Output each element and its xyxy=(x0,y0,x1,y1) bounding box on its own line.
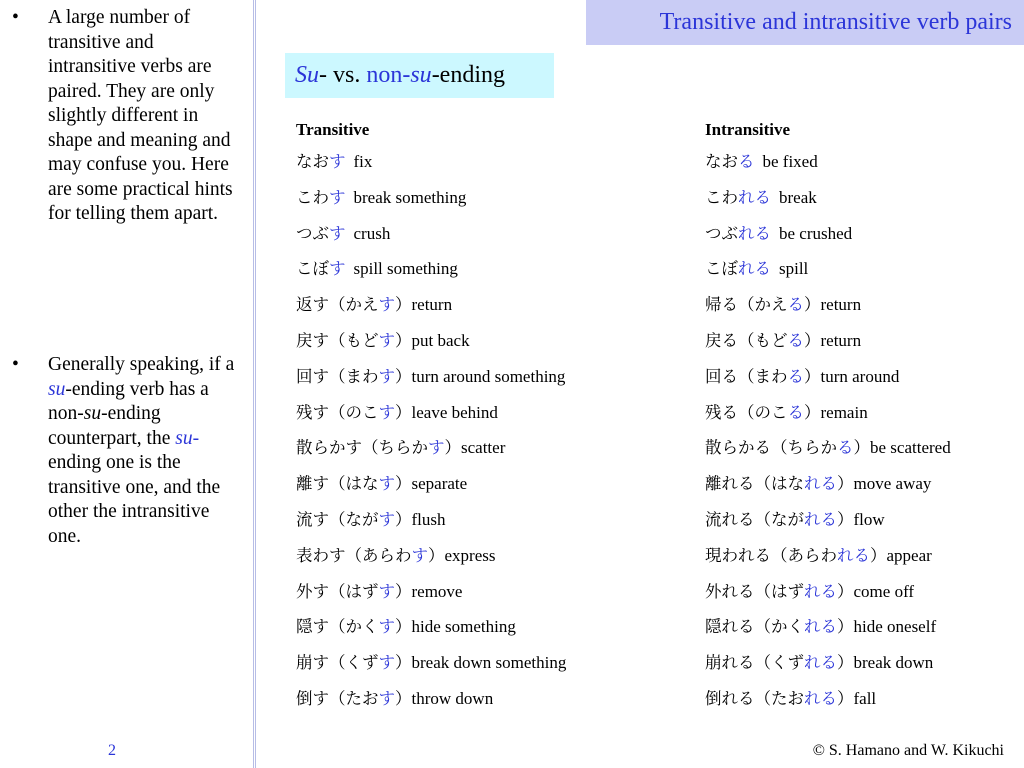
transitive-verb-row xyxy=(296,574,566,610)
note-text-segment: Generally speaking, if a xyxy=(48,354,235,375)
intransitive-verb-meaning: be fixed xyxy=(762,152,818,171)
transitive-verb-meaning: put back xyxy=(411,330,470,350)
transitive-verb-row xyxy=(296,144,566,180)
transitive-verb-meaning: fix xyxy=(353,152,373,171)
transitive-verb-ending: す xyxy=(378,509,395,529)
intransitive-verb-kana: 流れる（なが xyxy=(705,509,804,529)
intransitive-list xyxy=(705,144,951,717)
transitive-verb-kana: なお xyxy=(296,152,329,171)
transitive-verb-row xyxy=(296,216,566,252)
transitive-verb-ending: す xyxy=(378,295,395,315)
intransitive-verb-row xyxy=(705,466,951,502)
intransitive-verb-kana: つぶ xyxy=(705,223,738,243)
intransitive-verb-row xyxy=(705,645,951,681)
intransitive-verb-ending: れる xyxy=(837,545,870,565)
transitive-column xyxy=(296,116,566,717)
intransitive-verb-bracket: ） xyxy=(804,366,821,386)
transitive-verb-ending: す xyxy=(378,581,395,601)
intransitive-verb-meaning: appear xyxy=(886,545,932,565)
intransitive-verb-ending: る xyxy=(787,295,804,315)
transitive-verb-kana: 隠す（かく xyxy=(296,617,379,637)
transitive-verb-meaning: express xyxy=(444,545,496,565)
copyright-notice: © S. Hamano and W. Kikuchi xyxy=(812,742,1004,759)
transitive-verb-bracket: ） xyxy=(444,438,461,458)
bullet-marker: • xyxy=(12,354,19,375)
intransitive-verb-kana: こぼ xyxy=(705,259,738,279)
transitive-verb-kana: 表わす（あらわ xyxy=(296,545,412,565)
intransitive-verb-meaning: remain xyxy=(820,402,868,422)
transitive-verb-row xyxy=(296,395,566,431)
intransitive-verb-kana: 散らかる（ちらか xyxy=(705,438,837,458)
transitive-verb-meaning: break something xyxy=(353,187,467,207)
transitive-verb-kana: 流す（なが xyxy=(296,509,379,529)
intransitive-verb-ending: る xyxy=(738,152,755,171)
intransitive-verb-row xyxy=(705,359,951,395)
intransitive-header: Intransitive xyxy=(705,120,790,139)
note-text-segment: ending one is the transitive one, and the other the intransitive one. xyxy=(48,452,221,547)
intransitive-verb-row xyxy=(705,502,951,538)
intransitive-verb-bracket: ） xyxy=(837,617,854,637)
intransitive-verb-bracket: ） xyxy=(837,653,854,673)
intransitive-verb-kana: こわ xyxy=(705,187,738,207)
transitive-verb-meaning: return xyxy=(411,295,453,315)
transitive-header: Transitive xyxy=(296,120,370,139)
intransitive-verb-row xyxy=(705,430,951,466)
intransitive-verb-kana: 離れる（はな xyxy=(705,474,804,494)
transitive-verb-meaning: break down something xyxy=(411,653,567,673)
notes-sidebar xyxy=(0,0,252,768)
transitive-verb-kana: 倒す（たお xyxy=(296,688,379,708)
subtitle-su-2: su xyxy=(410,62,432,88)
transitive-verb-bracket: ） xyxy=(395,474,412,494)
transitive-verb-meaning: scatter xyxy=(461,438,506,458)
intransitive-verb-kana: 外れる（はず xyxy=(705,581,804,601)
transitive-verb-kana: 返す（かえ xyxy=(296,295,379,315)
intransitive-verb-kana: 帰る（かえ xyxy=(705,295,788,315)
intransitive-verb-bracket: ） xyxy=(870,545,887,565)
intransitive-verb-bracket: ） xyxy=(804,330,821,350)
transitive-verb-row xyxy=(296,466,566,502)
intransitive-verb-row xyxy=(705,180,951,216)
intransitive-verb-kana: 隠れる（かく xyxy=(705,617,804,637)
transitive-verb-ending: す xyxy=(329,152,346,171)
intransitive-verb-ending: る xyxy=(787,366,804,386)
intransitive-verb-kana: 崩れる（くず xyxy=(705,653,804,673)
intransitive-verb-bracket: ） xyxy=(837,581,854,601)
transitive-verb-row xyxy=(296,609,566,645)
su-term: su xyxy=(83,403,102,424)
transitive-verb-bracket: ） xyxy=(395,688,412,708)
intransitive-verb-ending: れる xyxy=(738,223,771,243)
bullet-marker: • xyxy=(12,7,19,28)
subtitle-ending: -ending xyxy=(431,62,505,88)
transitive-verb-kana: 離す（はな xyxy=(296,474,379,494)
slide-title: Transitive and intransitive verb pairs xyxy=(586,0,1024,45)
transitive-verb-bracket: ） xyxy=(395,402,412,422)
transitive-verb-meaning: crush xyxy=(353,223,391,243)
intransitive-verb-ending: れる xyxy=(804,688,837,708)
transitive-verb-ending: す xyxy=(378,366,395,386)
intransitive-verb-ending: れる xyxy=(804,617,837,637)
transitive-verb-kana: こぼ xyxy=(296,259,329,279)
transitive-verb-ending: す xyxy=(378,402,395,422)
transitive-verb-kana: 崩す（くず xyxy=(296,653,379,673)
transitive-list xyxy=(296,144,566,717)
transitive-verb-row xyxy=(296,359,566,395)
intransitive-verb-ending: る xyxy=(837,438,854,458)
intransitive-verb-meaning: turn around xyxy=(820,366,900,386)
transitive-verb-ending: す xyxy=(329,187,346,207)
subtitle-vs: - vs. xyxy=(319,62,367,88)
intransitive-column xyxy=(705,116,951,717)
intransitive-verb-row xyxy=(705,251,951,287)
intransitive-verb-ending: れる xyxy=(738,259,771,279)
note-text-2 xyxy=(48,353,244,549)
transitive-verb-kana: つぶ xyxy=(296,223,329,243)
note-text-segment: -ending verb has a non- xyxy=(48,378,209,424)
intransitive-verb-ending: れる xyxy=(804,581,837,601)
transitive-verb-bracket: ） xyxy=(428,545,445,565)
intransitive-verb-meaning: come off xyxy=(853,581,915,601)
transitive-verb-row xyxy=(296,430,566,466)
su-term: su xyxy=(48,378,66,400)
page-number: 2 xyxy=(108,742,116,759)
transitive-verb-meaning: hide something xyxy=(411,617,516,637)
subtitle-non: non- xyxy=(366,62,411,88)
transitive-verb-kana: こわ xyxy=(296,187,329,207)
note-bullet-1 xyxy=(12,6,244,227)
intransitive-verb-ending: る xyxy=(787,330,804,350)
transitive-verb-meaning: turn around something xyxy=(411,366,566,386)
transitive-verb-ending: す xyxy=(329,223,346,243)
transitive-verb-row xyxy=(296,502,566,538)
note-text-1: A large number of transitive and intransitive verbs are paired. They are only slightly different in shape and meaning and may confuse you. Here are some practical hints for telling them apart. xyxy=(48,7,233,224)
intransitive-verb-row xyxy=(705,287,951,323)
intransitive-verb-kana: 現われる（あらわ xyxy=(705,545,837,565)
transitive-verb-ending: す xyxy=(378,474,395,494)
intransitive-verb-row xyxy=(705,216,951,252)
intransitive-verb-row xyxy=(705,574,951,610)
transitive-verb-bracket: ） xyxy=(395,366,412,386)
transitive-verb-row xyxy=(296,180,566,216)
intransitive-verb-ending: れる xyxy=(804,474,837,494)
transitive-verb-row xyxy=(296,323,566,359)
transitive-verb-ending: す xyxy=(378,330,395,350)
intransitive-verb-meaning: spill xyxy=(779,259,809,279)
column-divider xyxy=(253,0,256,768)
transitive-verb-meaning: flush xyxy=(411,509,446,529)
transitive-verb-kana: 戻す（もど xyxy=(296,330,379,350)
intransitive-verb-row xyxy=(705,681,951,717)
transitive-verb-kana: 回す（まわ xyxy=(296,366,379,386)
intransitive-verb-row xyxy=(705,538,951,574)
transitive-verb-bracket: ） xyxy=(395,330,412,350)
transitive-verb-ending: す xyxy=(411,545,428,565)
transitive-verb-kana: 残す（のこ xyxy=(296,402,379,422)
transitive-verb-meaning: remove xyxy=(411,581,463,601)
transitive-verb-ending: す xyxy=(329,259,346,279)
intransitive-verb-meaning: fall xyxy=(853,688,877,708)
intransitive-verb-meaning: be scattered xyxy=(870,438,951,458)
transitive-verb-meaning: spill something xyxy=(353,259,458,279)
transitive-verb-meaning: throw down xyxy=(411,688,494,708)
transitive-verb-ending: す xyxy=(378,688,395,708)
intransitive-verb-meaning: move away xyxy=(853,474,932,494)
intransitive-verb-ending: る xyxy=(787,402,804,422)
intransitive-verb-bracket: ） xyxy=(837,688,854,708)
transitive-verb-row xyxy=(296,681,566,717)
note-bullet-2 xyxy=(12,353,244,549)
su-term: su- xyxy=(175,427,200,449)
intransitive-verb-meaning: flow xyxy=(853,509,885,529)
intransitive-verb-kana: 倒れる（たお xyxy=(705,688,804,708)
transitive-verb-row xyxy=(296,287,566,323)
intransitive-verb-bracket: ） xyxy=(837,474,854,494)
intransitive-verb-meaning: hide oneself xyxy=(853,617,937,637)
transitive-verb-bracket: ） xyxy=(395,653,412,673)
transitive-verb-ending: す xyxy=(428,438,445,458)
intransitive-verb-ending: れる xyxy=(738,187,771,207)
transitive-verb-bracket: ） xyxy=(395,617,412,637)
intransitive-verb-kana: 戻る（もど xyxy=(705,330,788,350)
transitive-verb-row xyxy=(296,251,566,287)
transitive-verb-row xyxy=(296,538,566,574)
transitive-verb-ending: す xyxy=(378,617,395,637)
intransitive-verb-row xyxy=(705,609,951,645)
intransitive-verb-bracket: ） xyxy=(853,438,870,458)
transitive-verb-kana: 散らかす（ちらか xyxy=(296,438,428,458)
section-subtitle xyxy=(285,53,554,98)
intransitive-verb-bracket: ） xyxy=(804,402,821,422)
intransitive-verb-bracket: ） xyxy=(804,295,821,315)
intransitive-verb-kana: 残る（のこ xyxy=(705,402,788,422)
intransitive-verb-ending: れる xyxy=(804,509,837,529)
transitive-verb-row xyxy=(296,645,566,681)
intransitive-verb-meaning: be crushed xyxy=(779,223,853,243)
transitive-verb-bracket: ） xyxy=(395,581,412,601)
intransitive-verb-meaning: return xyxy=(820,330,862,350)
intransitive-verb-kana: なお xyxy=(705,152,738,171)
transitive-verb-meaning: leave behind xyxy=(411,402,498,422)
note-text-segment: -ending counterpart, the xyxy=(48,403,176,449)
intransitive-verb-kana: 回る（まわ xyxy=(705,366,788,386)
intransitive-verb-meaning: return xyxy=(820,295,862,315)
intransitive-verb-row xyxy=(705,323,951,359)
intransitive-verb-meaning: break down xyxy=(853,653,934,673)
intransitive-verb-ending: れる xyxy=(804,653,837,673)
transitive-verb-meaning: separate xyxy=(411,474,468,494)
transitive-verb-ending: す xyxy=(378,653,395,673)
intransitive-verb-bracket: ） xyxy=(837,509,854,529)
transitive-verb-bracket: ） xyxy=(395,295,412,315)
transitive-verb-kana: 外す（はず xyxy=(296,581,379,601)
intransitive-verb-meaning: break xyxy=(779,187,817,207)
intransitive-verb-row xyxy=(705,144,951,180)
intransitive-verb-row xyxy=(705,395,951,431)
transitive-verb-bracket: ） xyxy=(395,509,412,529)
subtitle-su: Su xyxy=(295,62,319,88)
